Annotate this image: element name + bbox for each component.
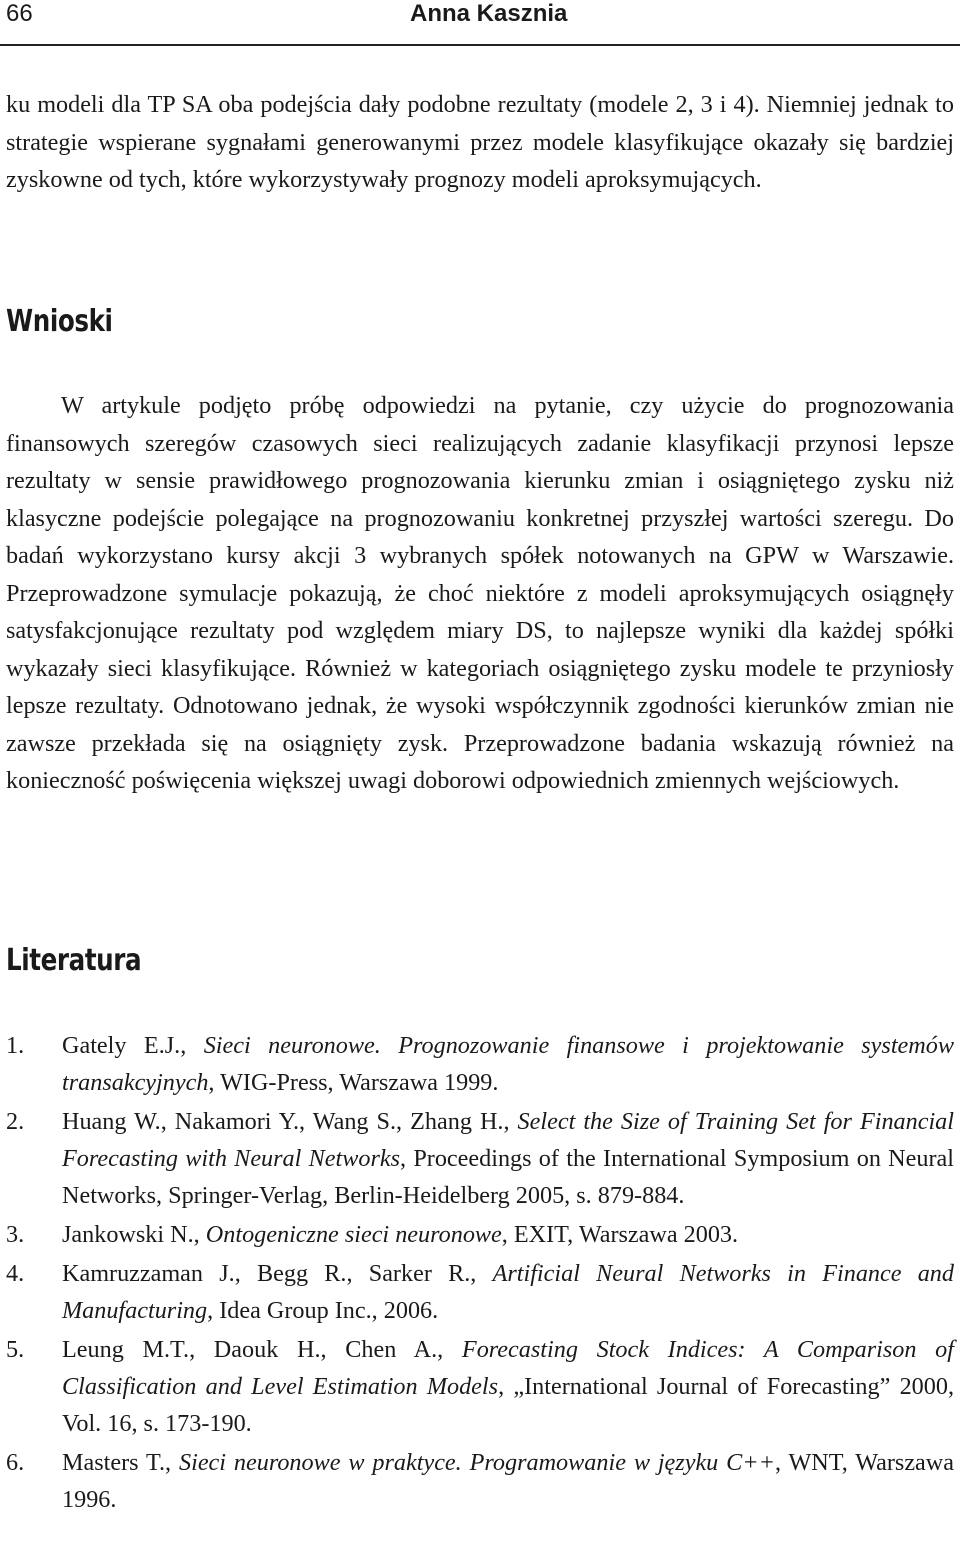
reference-publication: , Proceedings of the International Symposium on Neural Networks, Springer-Verlag, Berlin-Heidelberg 2005, s. 879-884. — [62, 1145, 954, 1209]
reference-item — [0, 1255, 960, 1329]
reference-title: Sieci neuronowe w praktyce. Programowanie w języku C++ — [179, 1449, 775, 1476]
intro-paragraph: ku modeli dla TP SA oba podejścia dały podobne rezultaty (modele 2, 3 i 4). Niemniej jednak to strategie wspierane sygnałami generowanymi przez modele klasyfikujące okazały się bardziej zyskowne od tych, które wykorzystywały prognozy modeli aproksymujących. — [6, 91, 954, 193]
section-heading-literature: Literatura — [6, 943, 142, 978]
reference-title: Select the Size of Training Set for Financial Forecasting with Neural Networks — [62, 1108, 954, 1172]
reference-publication: , EXIT, Warszawa 2003. — [501, 1221, 739, 1248]
section-heading-conclusions: Wnioski — [6, 304, 113, 339]
reference-item — [0, 1027, 960, 1101]
reference-publication: , Idea Group Inc., 2006. — [207, 1297, 439, 1324]
reference-publication: , „International Journal of Forecasting” 2000, Vol. 16, s. 173-190. — [62, 1373, 954, 1437]
reference-title: Forecasting Stock Indices: A Comparison of Classification and Level Estimation Models — [62, 1336, 954, 1400]
reference-authors: Jankowski N., — [62, 1221, 206, 1248]
reference-number: 4. — [6, 1260, 25, 1287]
reference-title: Sieci neuronowe. Prognozowanie finansowe i projektowanie systemów transakcyjnych — [62, 1032, 954, 1096]
reference-item — [0, 1331, 960, 1442]
reference-number: 2. — [6, 1108, 25, 1135]
reference-authors: Masters T., — [62, 1449, 179, 1476]
running-header — [0, 0, 960, 46]
running-header-author: Anna Kasznia — [410, 0, 568, 27]
reference-item — [0, 1444, 960, 1518]
reference-publication: , WIG-Press, Warszawa 1999. — [208, 1069, 499, 1096]
reference-list — [0, 1027, 960, 1520]
reference-number: 6. — [6, 1449, 25, 1476]
reference-number: 1. — [6, 1032, 25, 1059]
reference-authors: Gately E.J., — [62, 1032, 204, 1059]
reference-authors: Huang W., Nakamori Y., Wang S., Zhang H., — [62, 1108, 518, 1135]
reference-number: 5. — [6, 1336, 25, 1363]
reference-number: 3. — [6, 1221, 25, 1248]
reference-authors: Leung M.T., Daouk H., Chen A., — [62, 1336, 462, 1363]
reference-item — [0, 1103, 960, 1214]
page-number: 66 — [6, 0, 33, 27]
reference-publication: , WNT, Warszawa 1996. — [62, 1449, 955, 1513]
reference-item — [0, 1216, 960, 1253]
reference-title: Ontogeniczne sieci neuronowe — [205, 1221, 502, 1248]
conclusions-paragraph: W artykule podjęto próbę odpowiedzi na pytanie, czy użycie do prognozowania finansowych szeregów czasowych sieci realizujących zadanie klasyfikacji przynosi lepsze rezultaty w sensie prawidłowego prognozowania kierunku zmian i osiągniętego zysku niż klasyczne podejście polegające na prognozowaniu konkretnej przyszłej wartości szeregu. Do badań wykorzystano kursy akcji 3 wybranych spółek notowanych na GPW w Warszawie. Przeprowadzone symulacje pokazują, że choć niektóre z modeli aproksymujących osiągnęły satysfakcjonujące rezultaty pod względem miary DS, to najlepsze wyniki dla każdej spółki wykazały sieci klasyfikujące. Również w kategoriach osiągniętego zysku modele te przyniosły lepsze rezultaty. Odnotowano jednak, że wysoki współczynnik zgodności kierunków zmian nie zawsze przekłada się na osiągnięty zysk. Przeprowadzone badania wskazują również na konieczność poświęcenia większej uwagi doborowi odpowiednich zmiennych wejściowych. — [6, 392, 954, 794]
reference-authors: Kamruzzaman J., Begg R., Sarker R., — [62, 1260, 493, 1287]
reference-title: Artificial Neural Networks in Finance and Manufacturing — [62, 1260, 954, 1324]
